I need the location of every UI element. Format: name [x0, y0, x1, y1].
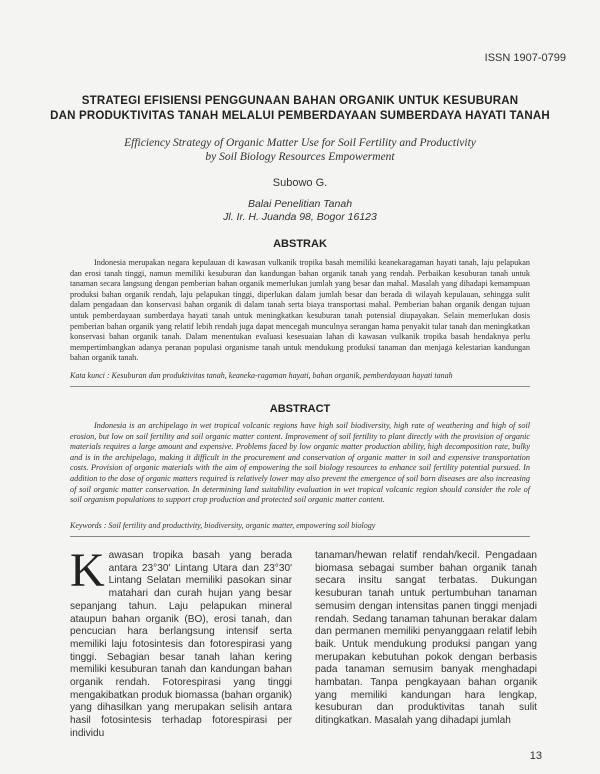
affiliation-line-2: Jl. Ir. H. Juanda 98, Bogor 16123: [223, 211, 377, 223]
paper-subtitle: [40, 136, 560, 164]
body-column-right: tanaman/hewan relatif rendah/kecil. Pengadaan biomasa sebagai sumber bahan organik tanah secara insitu sangat terbatas. Dukungan kesuburan tanah untuk pertumbuhan tanaman semusim dengan intensitas panen tinggi menjadi rendah. Sedang tanaman tahunan berakar dalam dan permanen memiliki penyanggaan relatif lebih baik. Untuk mendukung produksi pangan yang merupakan kebutuhan pokok dengan berbasis pada tanaman semusim banyak menghadapi hambatan. Tanpa pengkayaan bahan organik yang memiliki kandungan hara lengkap, kesuburan dan produktivitas tanah sulit ditingkatkan. Masalah yang dihadapi jumlah: [315, 550, 537, 727]
title-line-2: DAN PRODUKTIVITAS TANAH MELALUI PEMBERDAYAAN SUMBERDAYA HAYATI TANAH: [50, 110, 550, 122]
body-column-left: [70, 544, 292, 741]
abstrak-text: Indonesia merupakan negara kepulauan di kawasan vulkanik tropika basah memiliki keanekaragaman hayati tanah, laju pelapukan dan erosi tanah tinggi, namun memiliki kesuburan dan kandungan bahan organik tanah yang rendah. Perbaikan kesuburan tanah untuk tanaman secara langsung dengan pemberian bahan organik memerlukan jumlah yang besar dan mahal. Masalah yang dihadapi kemampuan produksi bahan organik rendah, laju pelapukan tinggi, diperlukan dalam jumlah besar dan berada di wilayah kepulauan, sehingga sulit dalam pengadaan dan konservasi bahan organik di dalam tanah serta biaya transportasi mahal. Pemberian bahan organik dengan tujuan untuk pemberdayaan sumberdaya hayati tanah untuk meningkatkan kesuburan tanah potensial diupayakan. Selain memerlukan dosis pemberian bahan organik yang relatif lebih rendah juga dapat mencegah munculnya serangan hama penyakit tular tanah dan meningkatkan konservasi bahan organik tanah. Dalam menentukan evaluasi kesesuaian lahan di kawasan vulkanik tropika basah hendaknya perlu mempertimbangkan adanya peranan populasi organisme tanah untuk mendukung produksi tanaman dan menjaga kelestarian kandungan bahan organik tanah.: [70, 258, 530, 363]
author: Subowo G.: [272, 177, 328, 189]
subtitle-line-2: by Soil Biology Resources Empowerment: [205, 151, 395, 163]
title-line-1: STRATEGI EFISIENSI PENGGUNAAN BAHAN ORGANIK UNTUK KESUBURAN: [81, 95, 519, 107]
abstract-keywords: Keywords : Soil fertility and productivity, biodiversity, organic matter, empowering soil biology: [70, 521, 376, 530]
page-number: 13: [529, 750, 542, 762]
subtitle-line-1: Efficiency Strategy of Organic Matter Use for Soil Fertility and Productivity: [124, 137, 476, 149]
paper-title: [40, 94, 560, 124]
issn: ISSN 1907-0799: [484, 52, 566, 64]
abstract-text: Indonesia is an archipelago in wet tropical volcanic regions have high soil biodiversity, high rate of weathering and high of soil erosion, but low on soil fertility and soil organic matter content. Improvement of soil fertility to plant directly with the provision of organic materials requires a large amount and expensive. Problems faced by low organic matter production ability, high decomposition rate, bulky and is in the archipelago, making it difficult in the procurement and conservation of organic matter in soil and expensive transportation costs. Provision of organic materials with the aim of empowering the soil biology resources to enhance soil fertility potential pursued. In addition to the dose of organic matters required is relatively lower may also prevent the emergence of soil born diseases are also increasing of soil organic matter conservation. In determining land suitability evaluation in wet tropical volcanic region should consider the role of soil organism populations to support crop production and protected soil organic matter content.: [70, 421, 530, 505]
abstract-heading: ABSTRACT: [269, 403, 331, 415]
body-left-text: awasan tropika basah yang berada antara 23°30' Lintang Utara dan 23°30' Lintang Selatan memiliki pasokan sinar matahari dan curah hujan yang besar sepanjang tahun. Laju pelapukan mineral ataupun bahan organik (BO), erosi tanah, dan pencucian hara berlangsung intensif serta memiliki laju fotosintesis dan fotorespirasi yang tinggi. Sebagian besar tanah lahan kering memiliki kesuburan tanah dan kandungan bahan organik rendah. Fotorespirasi yang tinggi mengakibatkan produk biomassa (bahan organik) yang dihasilkan yang merupakan selisih antara hasil fotosintesis terhadap fotorespirasi per individu: [70, 550, 292, 739]
abstrak-keywords: Kata kunci : Kesuburan dan produktivitas tanah, keaneka-ragaman hayati, bahan organik, pemberdayaan hayati tanah: [70, 371, 453, 380]
abstrak-heading: ABSTRAK: [273, 238, 327, 250]
affiliation: [0, 198, 600, 224]
affiliation-line-1: Balai Penelitian Tanah: [247, 198, 353, 210]
divider: [70, 386, 530, 387]
drop-cap: K: [70, 544, 105, 597]
divider: [70, 536, 530, 537]
